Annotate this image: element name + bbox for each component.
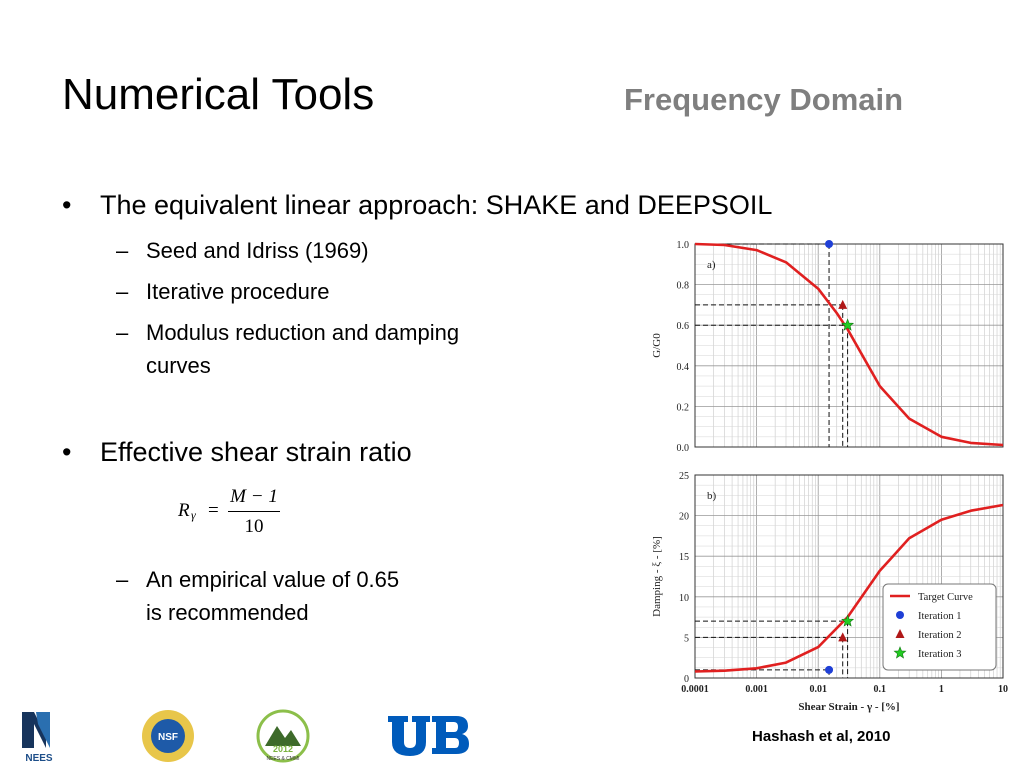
legend-entry-label: Target Curve — [918, 592, 973, 603]
panel-a-label: a) — [707, 259, 716, 271]
sub-item-text: Iterative procedure — [146, 279, 330, 304]
legend-entry-label: Iteration 2 — [918, 630, 962, 641]
sub-item-text: Seed and Idriss (1969) — [146, 238, 369, 263]
panel-b-xtick-label: 10 — [998, 684, 1008, 695]
sub-item-text-line2: curves — [146, 353, 211, 378]
bullet-symbol: • — [62, 437, 72, 467]
panel-b-xtick-label: 0.01 — [809, 684, 827, 695]
panel-a-ytick-label: 1.0 — [676, 240, 689, 251]
sub-item-seed-idriss — [116, 234, 369, 267]
formula-fraction-bar — [228, 511, 280, 512]
dash-symbol: – — [116, 238, 129, 263]
panel-a-ytick-label: 0.4 — [676, 361, 689, 373]
citation: Hashash et al, 2010 — [752, 728, 891, 745]
panel-b-ytick-label: 5 — [684, 633, 689, 645]
slide-title: Numerical Tools — [62, 70, 375, 119]
dash-symbol: – — [116, 279, 129, 304]
panel-b-ytick-label: 15 — [679, 552, 689, 564]
panel-b-ytick-label: 0 — [684, 674, 689, 685]
panel-a-ylabel: G/G0 — [651, 333, 663, 358]
slide-subtitle: Frequency Domain — [624, 82, 904, 117]
nsf-logo-text: NSF — [158, 732, 178, 743]
modulus-damping-figure — [640, 232, 1020, 722]
dash-symbol: – — [116, 320, 129, 345]
legend-entry-label: Iteration 1 — [918, 611, 962, 622]
sub-item-modulus — [116, 316, 459, 382]
panel-b-ytick-label: 10 — [679, 592, 689, 604]
formula-equals: = — [208, 500, 219, 521]
panel-b-xtick-label: 0.001 — [745, 684, 768, 695]
panel-b-ylabel: Damping - ξ - [%] — [651, 536, 663, 617]
cmmi-year-text: 2012 — [272, 744, 294, 754]
formula-numerator: M − 1 — [230, 486, 278, 507]
bullet-text: The equivalent linear approach: SHAKE and DEEPSOIL — [100, 190, 773, 220]
panel-a-marker-iteration-1 — [825, 240, 833, 248]
ub-b-shape — [432, 716, 469, 754]
panel-b-xtick-label: 0.0001 — [681, 684, 709, 695]
sub-item-text-line1: An empirical value of 0.65 — [146, 567, 400, 592]
dash-symbol: – — [116, 567, 129, 592]
panel-b-xlabel: Shear Strain - γ - [%] — [798, 701, 900, 713]
nees-cmmi-logo — [255, 708, 311, 764]
bullet-equivalent-linear — [62, 190, 772, 221]
nees-logo-text: NEES — [25, 753, 53, 764]
bullet-text: Effective shear strain ratio — [100, 437, 412, 467]
sub-item-text-line2: is recommended — [146, 600, 309, 625]
ub-logo — [386, 714, 470, 756]
panel-b-ytick-label: 25 — [679, 471, 689, 482]
nees-logo — [16, 708, 62, 764]
panel-a-ytick-label: 0.0 — [676, 443, 689, 454]
cmmi-mountain-shape — [265, 726, 301, 746]
panel-b-ytick-label: 20 — [679, 511, 689, 523]
panel-a-ytick-label: 0.2 — [676, 402, 689, 414]
sub-item-iterative — [116, 275, 329, 308]
panel-b-label: b) — [707, 490, 717, 502]
cmmi-caption-text: NEES & CMMI — [266, 756, 300, 762]
sub-item-text-line1: Modulus reduction and damping — [146, 320, 460, 345]
ub-u-shape — [388, 716, 430, 756]
bullet-symbol: • — [62, 190, 72, 220]
panel-b-xtick-label: 0.1 — [873, 684, 887, 695]
formula-lhs-subscript: γ — [191, 508, 196, 522]
panel-a-ytick-label: 0.6 — [676, 321, 689, 333]
legend-entry-label: Iteration 3 — [918, 649, 962, 660]
panel-a-ytick-label: 0.8 — [676, 280, 689, 292]
panel-b-xtick-label: 1 — [938, 684, 944, 695]
legend-swatch-iteration-1 — [896, 611, 904, 619]
formula-lhs: R — [178, 500, 190, 521]
sub-item-empirical — [116, 563, 399, 629]
bullet-effective-strain — [62, 437, 412, 468]
formula-denominator: 10 — [244, 516, 264, 537]
nsf-logo — [140, 708, 196, 764]
panel-b-marker-iteration-1 — [825, 666, 833, 674]
